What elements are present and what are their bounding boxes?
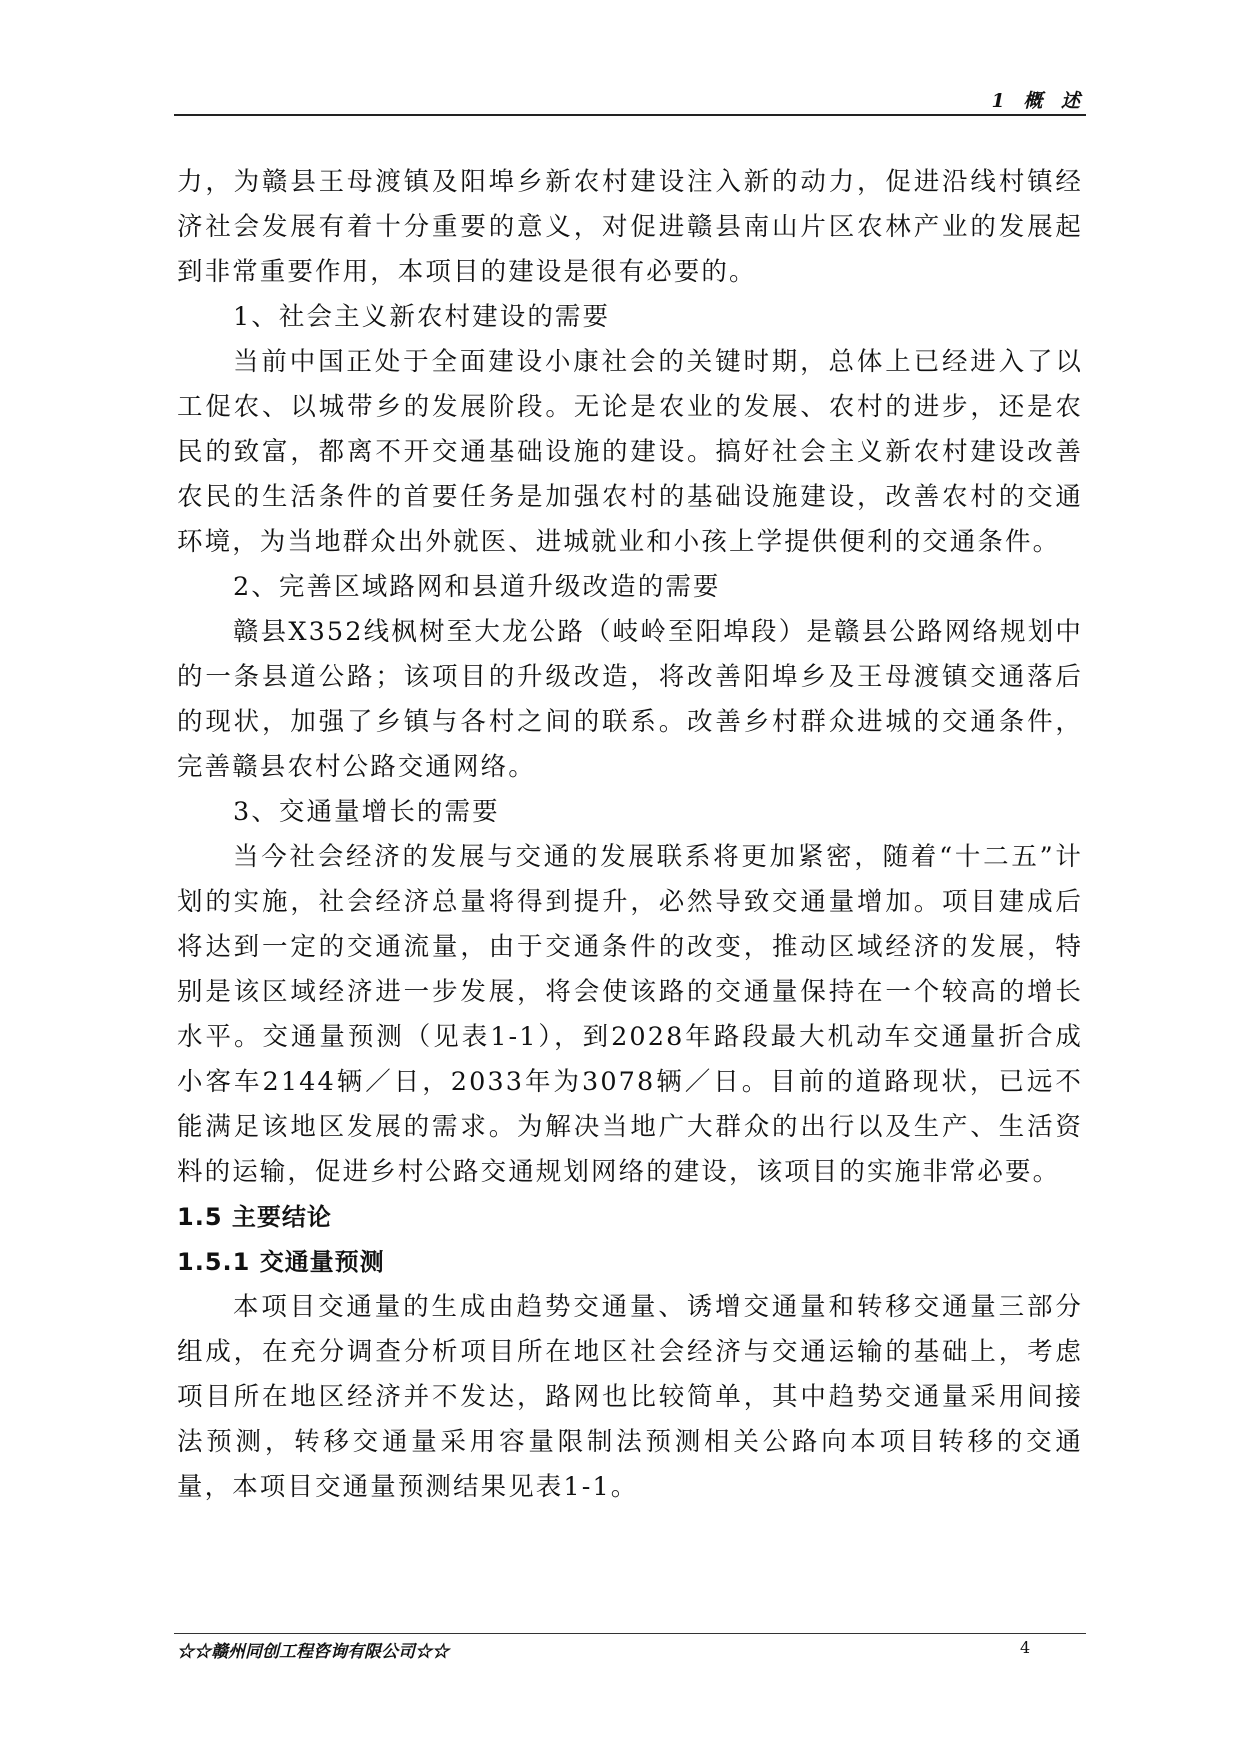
page-number: 4 xyxy=(1020,1638,1031,1657)
document-body xyxy=(177,160,1083,1510)
page-header xyxy=(174,86,1086,114)
header-title: 1 概 述 xyxy=(991,90,1086,112)
list-heading-1: 1、社会主义新农村建设的需要 xyxy=(233,302,611,332)
paragraph: 当今社会经济的发展与交通的发展联系将更加紧密，随着“十二五”计划的实施，社会经济总量将得到提升，必然导致交通量增加。项目建成后将达到一定的交通流量，由于交通条件的改变，推动区域经济的发展，特别是该区域经济进一步发展，将会使该路的交通量保持在一个较高的增长水平。交通量预测（见表1-1），到2028年路段最大机动车交通量折合成小客车2144辆／日，2033年为3078辆／日。目前的道路现状，已远不能满足该地区发展的需求。为解决当地广大群众的出行以及生产、生活资料的运输，促进乡村公路交通规划网络的建设，该项目的实施非常必要。 xyxy=(177,842,1083,1187)
list-heading-3: 3、交通量增长的需要 xyxy=(233,797,500,827)
paragraph-continuation: 力，为赣县王母渡镇及阳埠乡新农村建设注入新的动力，促进沿线村镇经济社会发展有着十分重要的意义，对促进赣县南山片区农林产业的发展起到非常重要作用，本项目的建设是很有必要的。 xyxy=(177,167,1083,287)
paragraph: 本项目交通量的生成由趋势交通量、诱增交通量和转移交通量三部分组成，在充分调查分析项目所在地区社会经济与交通运输的基础上，考虑项目所在地区经济并不发达，路网也比较简单，其中趋势交通量采用间接法预测，转移交通量采用容量限制法预测相关公路向本项目转移的交通量，本项目交通量预测结果见表1-1。 xyxy=(177,1292,1083,1502)
footer-rule xyxy=(174,1633,1086,1634)
paragraph: 当前中国正处于全面建设小康社会的关键时期，总体上已经进入了以工促农、以城带乡的发展阶段。无论是农业的发展、农村的进步，还是农民的致富，都离不开交通基础设施的建设。搞好社会主义新农村建设改善农民的生活条件的首要任务是加强农村的基础设施建设，改善农村的交通环境，为当地群众出外就医、进城就业和小孩上学提供便利的交通条件。 xyxy=(177,347,1083,557)
section-heading: 1.5 主要结论 xyxy=(177,1203,332,1231)
paragraph: 赣县X352线枫树至大龙公路（岐岭至阳埠段）是赣县公路网络规划中的一条县道公路；该项目的升级改造，将改善阳埠乡及王母渡镇交通落后的现状，加强了乡镇与各村之间的联系。改善乡村群众进城的交通条件，完善赣县农村公路交通网络。 xyxy=(177,617,1083,782)
list-heading-2: 2、完善区域路网和县道升级改造的需要 xyxy=(233,572,721,602)
footer-company: ☆☆赣州同创工程咨询有限公司☆☆ xyxy=(177,1642,449,1662)
subsection-heading: 1.5.1 交通量预测 xyxy=(177,1248,385,1276)
header-rule xyxy=(174,114,1086,116)
